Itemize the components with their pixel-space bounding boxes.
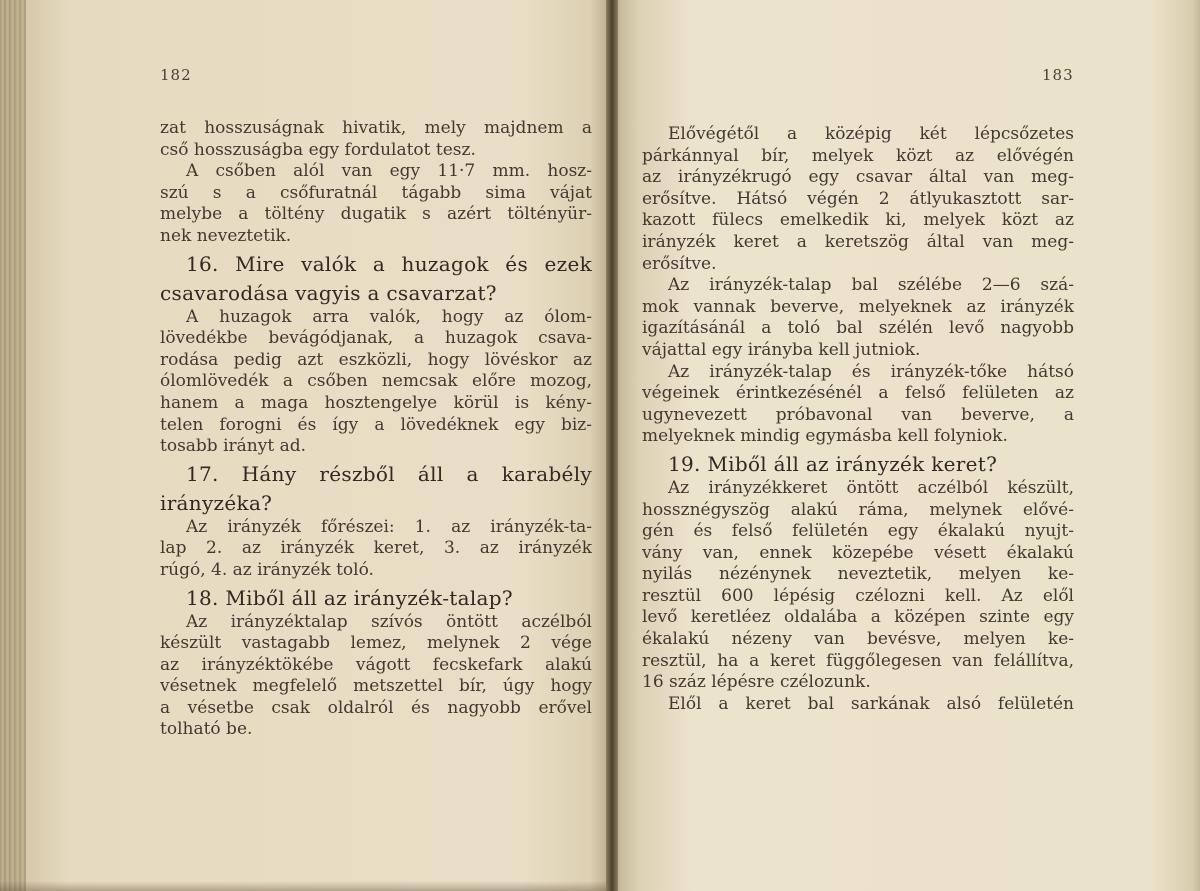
text-line: erősítve. Hátsó végén 2 átlyukasztott sar- xyxy=(642,188,1074,209)
question-heading: 19. Miből áll az irányzék keret? xyxy=(668,451,998,476)
text-line: Az irányzék-talap és irányzék-tőke hátsó xyxy=(668,361,1074,382)
text-line: Az irányzéktalap szívós öntött aczélból xyxy=(186,611,592,632)
text-line: vésetnek megfelelő metszettel bír, úgy hogy xyxy=(160,676,592,697)
text-line: 16 száz lépésre czélozunk. xyxy=(642,672,871,693)
text-line: A huzagok arra valók, hogy az ólom- xyxy=(186,306,592,327)
text-line: vány van, ennek közepébe vésett ékalakú xyxy=(642,542,1074,563)
text-line: resztül, ha a keret függőlegesen van felállítva, xyxy=(642,650,1074,671)
text-line: melyeknek mindig egymásba kell folyniok. xyxy=(642,426,1008,447)
page-edges xyxy=(0,0,26,891)
text-line: ékalakú nézeny van bevésve, melyen ke- xyxy=(642,629,1074,650)
question-heading: csavarodása vagyis a csavarzat? xyxy=(160,280,497,305)
text-line: tolható be. xyxy=(160,719,253,740)
text-line: igazításánál a toló bal szélén levő nagyobb xyxy=(642,318,1074,339)
text-line: nek neveztetik. xyxy=(160,225,292,246)
text-line: nyilás nézénynek neveztetik, melyen ke- xyxy=(642,564,1074,585)
text-line: levő keretléez oldalába a középen szinte egy xyxy=(642,607,1074,628)
text-line: készült vastagabb lemez, melynek 2 vége xyxy=(160,633,592,654)
text-line: gén és felső felületén egy ékalakú nyujt- xyxy=(642,521,1074,542)
page-text xyxy=(642,124,1074,715)
text-line: hanem a maga hosztengelye körül is kény- xyxy=(160,392,592,413)
text-line: kazott fülecs emelkedik ki, melyek közt az xyxy=(642,210,1074,231)
text-line: hossznégyszög alakú ráma, melynek elővé- xyxy=(642,499,1074,520)
text-line: az irányzéktökébe vágott fecskefark alakú xyxy=(160,654,592,675)
question-heading: 18. Miből áll az irányzék-talap? xyxy=(186,585,513,610)
page-number: 182 xyxy=(160,66,192,84)
question-heading: 17. Hány részből áll a karabély xyxy=(186,461,592,486)
text-line: Az irányzék-talap bal szélébe 2—6 szá- xyxy=(668,275,1074,296)
text-line: végeinek érintkezésénél a felső felületen az xyxy=(642,383,1074,404)
text-line: telen forogni és így a lövedéknek egy biz- xyxy=(160,414,592,435)
text-line: lap 2. az irányzék keret, 3. az irányzék xyxy=(160,538,592,559)
text-line: melybe a töltény dugatik s azért töltényür- xyxy=(160,204,592,225)
text-line: ólomlövedék a csőben nemcsak előre mozog, xyxy=(160,371,592,392)
text-line: az irányzékrugó egy csavar által van meg- xyxy=(642,167,1074,188)
book-spine xyxy=(606,0,618,891)
text-line: párkánnyal bír, melyek közt az elővégén xyxy=(642,145,1074,166)
page-shadow xyxy=(0,881,612,891)
text-line: irányzék keret a keretszög által van meg- xyxy=(642,231,1074,252)
text-line: rodása pedig azt eszközli, hogy lövéskor az xyxy=(160,349,592,370)
page-text xyxy=(160,118,592,741)
text-line: vájattal egy irányba kell jutniok. xyxy=(642,339,921,360)
text-line: cső hosszuságba egy fordulatot tesz. xyxy=(160,139,476,160)
text-line: Az irányzék főrészei: 1. az irányzék-ta- xyxy=(186,516,592,537)
text-line: Elől a keret bal sarkának alsó felületén xyxy=(668,693,1074,714)
text-line: tosabb irányt ad. xyxy=(160,436,307,457)
text-line: erősítve. xyxy=(642,253,717,274)
page-number: 183 xyxy=(1042,66,1074,84)
question-heading: 16. Mire valók a huzagok és ezek xyxy=(186,251,592,276)
text-line: A csőben alól van egy 11·7 mm. hosz- xyxy=(186,161,592,182)
text-line: lövedékbe bevágódjanak, a huzagok csava- xyxy=(160,328,592,349)
text-line: resztül 600 lépésig czélozni kell. Az elől xyxy=(642,585,1074,606)
text-line: ugynevezett próbavonal van beverve, a xyxy=(642,404,1074,425)
text-line: mok vannak beverve, melyeknek az irányzék xyxy=(642,296,1074,317)
text-line: Elővégétől a középig két lépcsőzetes xyxy=(668,124,1074,144)
right-page xyxy=(612,0,1200,891)
text-line: Az irányzékkeret öntött aczélból készült, xyxy=(668,477,1074,498)
question-heading: irányzéka? xyxy=(160,490,273,515)
text-line: szú s a csőfuratnál tágabb sima vájat xyxy=(160,182,592,203)
text-line: rúgó, 4. az irányzék toló. xyxy=(160,559,374,580)
text-line: zat hosszuságnak hivatik, mely majdnem a xyxy=(160,118,592,138)
text-line: a vésetbe csak oldalról és nagyobb erővel xyxy=(160,697,592,718)
